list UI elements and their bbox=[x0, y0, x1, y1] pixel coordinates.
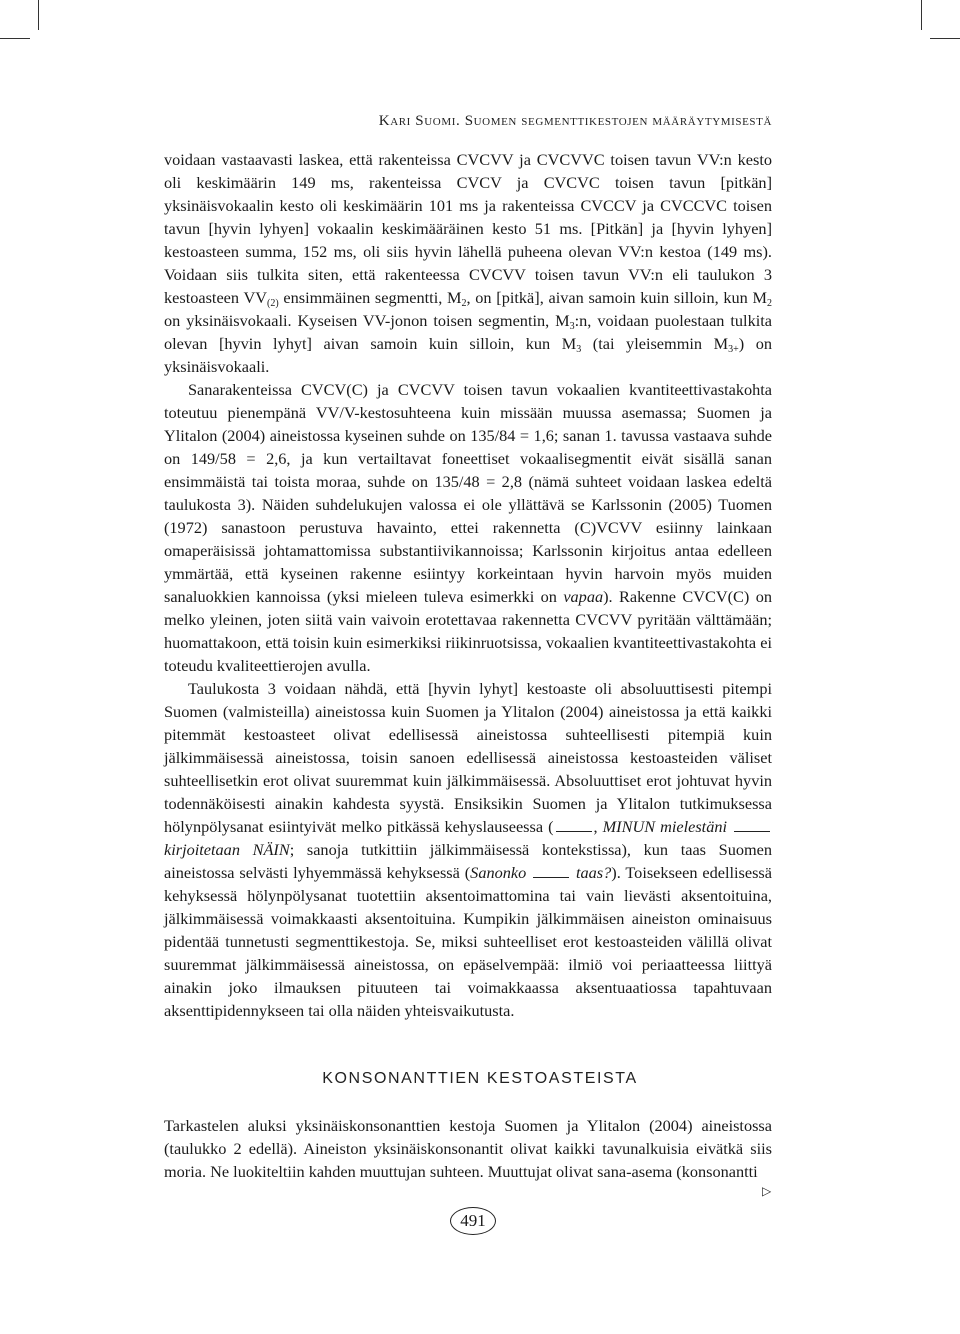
running-head-author: Kari Suomi. bbox=[378, 113, 461, 129]
running-head bbox=[379, 113, 772, 130]
subscript: 2 bbox=[767, 298, 773, 309]
section-paragraph: Tarkastelen aluksi yksinäiskonsonanttien kestoja Suomen ja Ylitalon (2004) aineistossa (taulukko 2 edellä). Aineiston yksinäiskonsonantit olivat kaikki tavunalkuisia eivätkä siis moria. Ne luokiteltiin kahden muuttujan suhteen. Muuttujat olivat sana-asema (konsonantti bbox=[164, 1116, 772, 1181]
italic-text: kirjoitetaan NÄIN bbox=[164, 840, 290, 859]
paragraph bbox=[164, 677, 772, 1022]
crop-mark-top-right-horizontal bbox=[930, 38, 960, 39]
section-heading: KONSONANTTIEN KESTOASTEISTA bbox=[322, 1070, 638, 1087]
text-run: ; sanoja tutkittiin jälkimmäisessä kontekstissa), kun taas Suomen aineistossa selvästi lyhyemmässä kehyksessä ( bbox=[164, 840, 773, 882]
italic-text: vapaa bbox=[563, 587, 604, 606]
text-run bbox=[727, 817, 732, 836]
paragraph bbox=[164, 148, 772, 378]
text-run bbox=[526, 863, 531, 882]
crop-mark-top-right-vertical bbox=[921, 0, 922, 30]
text-run: ) on yksinäisvokaali. bbox=[164, 334, 772, 376]
crop-mark-top-left-horizontal bbox=[0, 38, 30, 39]
text-run: , on [pitkä], aivan samoin kuin silloin, kun M bbox=[466, 288, 768, 307]
italic-text: taas? bbox=[576, 863, 612, 882]
text-run: on yksinäisvokaali. Kyseisen VV-jonon toisen segmentin, M bbox=[164, 311, 570, 330]
text-run: (tai yleisemmin M bbox=[581, 334, 729, 353]
subscript: 3 bbox=[576, 344, 582, 355]
section-body bbox=[164, 1114, 772, 1183]
paragraph bbox=[164, 378, 772, 677]
running-head-title: Suomen segmenttikestojen määräytymisestä bbox=[464, 113, 772, 129]
subscript: 3 bbox=[569, 321, 575, 332]
body-text bbox=[164, 148, 772, 1022]
text-run: voidaan vastaavasti laskea, että rakenteissa CVCVV ja CVCVVC toisen tavun VV:n kesto oli keskimäärin 149 ms, rakenteissa CVCV ja CVCVC toisen tavun [pitkän] yksinäisvokaalin kesto oli keskimäärin 101 ms ja rakenteissa CVCCV ja CVCCVC toisen tavun [hyvin lyhyen] vokaalin keskimääräinen kesto 51 ms. [Pitkän] ja [hyvin lyhyen] kestoasteen summa, 152 ms, oli siis hyvin lähellä puheena olevan VV:n kestoa (149 ms). Voidaan siis tulkita siten, että rakenteessa CVCVV toisen tavun VV:n eli taulukon 3 kestoasteen VV bbox=[164, 150, 772, 307]
subscript: 2 bbox=[461, 298, 467, 309]
text-run: :n, voidaan puolestaan tulkita olevan [hyvin lyhyt] aivan samoin kuin silloin, kun M bbox=[164, 311, 772, 353]
text-run: Taulukosta 3 voidaan nähdä, että [hyvin lyhyt] kestoaste oli absoluuttisesti pitempi Suomen (valmisteilla) aineistossa kuin Suomen ja Ylitalon (2004) aineistossa ja että kaikki pitemmät kestoasteet olivat edellisessä aineistossa suhteellisesti pitempiä kuin jälkimmäisessä aineistossa, toisin sanoen edellisessä aineistossa kestoasteiden väliset suhteellisetkin erot olivat suuremmat kuin jälkimmäisessä. Absoluuttiset erot johtuvat hyvin todennäköisesti ainakin kahdesta syystä. Ensiksikin Suomen ja Ylitalon tutkimuksessa hölynpölysanat esiintyivät melko pitkässä kehyslauseessa ( bbox=[164, 679, 772, 836]
continue-arrow-icon: ▷ bbox=[762, 1184, 772, 1198]
text-run: , bbox=[593, 817, 603, 836]
italic-text: MINUN mielestäni bbox=[602, 817, 728, 836]
page-number-value: 491 bbox=[460, 1211, 486, 1230]
blank-slot bbox=[556, 819, 592, 832]
text-run: ). Rakenne CVCV(C) on melko yleinen, joten siitä vain vaivoin erotettavaa rakennetta CVCVV pyritään välttämään; huomattakoon, että toisin kuin esimerkiksi riikinruotsissa, vokaalien kvantiteettivastakohta ei toteudu kvaliteettierojen avulla. bbox=[164, 587, 772, 675]
blank-slot bbox=[533, 865, 569, 878]
blank-slot bbox=[734, 819, 770, 832]
page-number bbox=[450, 1207, 496, 1235]
subscript: (2) bbox=[267, 298, 279, 309]
text-run: ). Toisekseen edellisessä kehyksessä hölynpölysanat tuotettiin aksentoimattomina tai vain lievästi aksentoituina, jälkimmäisessä voimakkaasti aksentoituina. Kumpikin jälkimmäisen aineiston ominaisuus pidentää tunnetusti segmenttikestoja. Se, miksi suhteelliset erot kestoasteiden välillä olivat suuremmat jälkimmäisessä aineistossa, on epäselvempää: ilmiö voi periaatteessa liittyä ainakin joko ilmauksen pituuteen tai voimakkaassa aksentuaatiossa tapahtuvaan aksenttipidennykseen tai olla näiden yhteisvaikutusta. bbox=[164, 863, 772, 1020]
text-run: ensimmäinen segmentti, M bbox=[278, 288, 462, 307]
text-run: Sanarakenteissa CVCV(C) ja CVCVV toisen tavun vokaalien kvantiteettivastakohta toteutuu pienempänä VV/V-kestosuhteena kuin missään muussa asemassa; Suomen ja Ylitalon (2004) aineistossa kyseinen suhde on 135/84 = 1,6; sanan 1. tavussa vastaava suhde on 149/58 = 2,6, ja kun vertailtavat foneettiset vokaalisegmentit eivät sisällä sanan ensimmäistä tai toista moraa, suhde on 135/48 = 2,8 (nämä suhteet voidaan laskea edeltä taulukosta 3). Näiden suhdelukujen valossa ei ole yllättävä se Karlssonin (2005) Tuomen (1972) sanastoon perustuva havainto, ettei rakennetta (C)VCVV esiinny lainkaan omaperäisissä johtamattomissa substantiivikannoissa; Karlssonin kirjoitus antaa edelleen ymmärtää, että kyseinen rakenne esiintyy korkeintaan hyvin harvoin myös muiden sanaluokkien kannoissa (yksi mieleen tuleva esimerkki on bbox=[164, 380, 772, 606]
crop-mark-top-left-vertical bbox=[38, 0, 39, 30]
italic-text: Sanonko bbox=[470, 863, 527, 882]
subscript: 3+ bbox=[728, 344, 739, 355]
